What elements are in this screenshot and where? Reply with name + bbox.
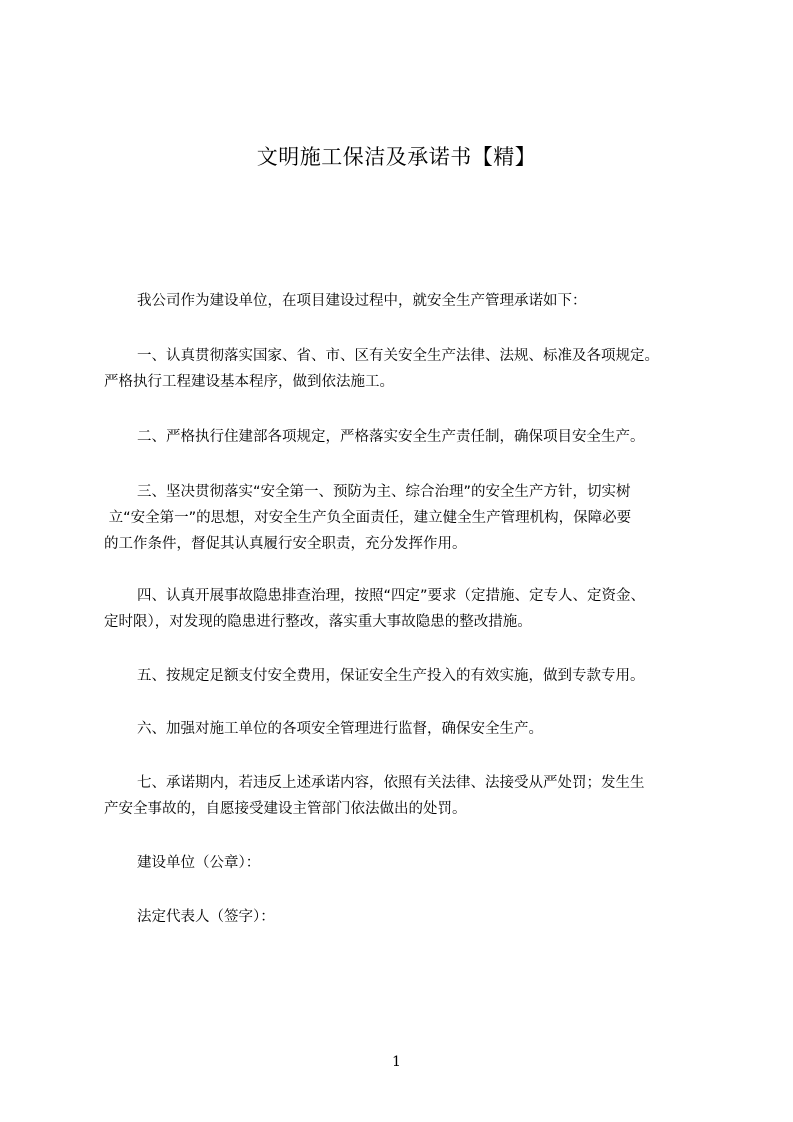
signature-representative: 法定代表人（签字）： [137, 909, 275, 925]
clause-1-rest: 严格执行工程建设基本程序，做到依法施工。 [104, 374, 394, 390]
clause-3-line3: 的工作条件，督促其认真履行安全职责，充分发挥作用。 [104, 536, 467, 552]
clause-5: 五、按规定足额支付安全费用，保证安全生产投入的有效实施，做到专款专用。 [137, 668, 645, 684]
clause-7 [104, 770, 714, 822]
clause-6: 六、加强对施工单位的各项安全管理进行监督，确保安全生产。 [137, 721, 543, 737]
clause-3-line1: 三、坚决贯彻落实“安全第一、预防为主、综合治理”的安全生产方针，切实树 [137, 484, 631, 500]
intro-paragraph: 我公司作为建设单位，在项目建设过程中，就安全生产管理承诺如下： [137, 293, 587, 309]
signature-unit: 建设单位（公章）： [137, 855, 261, 871]
clause-1 [104, 343, 714, 395]
document-title: 文明施工保洁及承诺书【精】 [256, 145, 537, 169]
clause-4-rest: 定时限），对发现的隐患进行整改，落实重大事故隐患的整改措施。 [104, 614, 532, 630]
clause-1-line1: 一、认真贯彻落实国家、省、市、区有关安全生产法律、法规、标准及各项规定。 [137, 348, 659, 364]
clause-3-line2: 立“安全第一”的思想，对安全生产负全面责任，建立健全生产管理机构，保障必要 [104, 510, 632, 526]
clause-7-rest: 产安全事故的，自愿接受建设主管部门依法做出的处罚。 [104, 801, 467, 817]
clause-3 [104, 479, 714, 557]
clause-7-line1: 七、承诺期内，若违反上述承诺内容，依照有关法律、法接受从严处罚；发生生 [137, 775, 645, 791]
clause-2: 二、严格执行住建部各项规定，严格落实安全生产责任制，确保项目安全生产。 [137, 429, 645, 445]
page-number: 1 [392, 1054, 401, 1070]
clause-4 [104, 583, 714, 635]
clause-4-line1: 四、认真开展事故隐患排查治理，按照“四定”要求（定措施、定专人、定资金、 [137, 588, 646, 604]
